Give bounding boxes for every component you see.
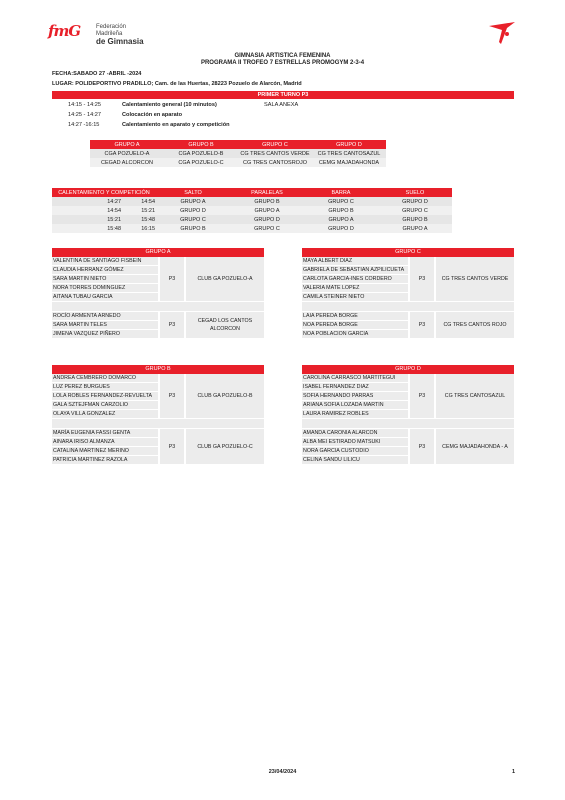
federation-logo	[48, 22, 148, 44]
logo-text: Federación Madrileña de Gimnasia	[96, 24, 144, 46]
club-label: CG TRES CANTOS ROJO	[436, 312, 514, 338]
gymnast-name: OLAYA VILLA GONZALEZ	[52, 410, 158, 419]
gymnast-name: LUZ PEREZ BURGUES	[52, 383, 158, 392]
table-row: CEGAD ALCORCON CGA POZUELO-C CG TRES CANTOSROJO CEMG MAJADAHONDA	[90, 158, 386, 167]
subgroup	[52, 312, 264, 339]
divider	[302, 419, 514, 429]
date-line: FECHA:SABADO 27 -ABRIL -2024	[52, 71, 142, 77]
gymnast-name: VALENTINA DE SANTIAGO FISBEIN	[52, 257, 158, 266]
gymnast-name: ISABEL FERNANDEZ DIAZ	[302, 383, 408, 392]
gymnast-name: SARA MARTIN NIETO	[52, 275, 158, 284]
turn-label: P3	[160, 429, 184, 464]
gymnast-name: MARÍA EUGENIA FASSI GENTA	[52, 429, 158, 438]
subgroup	[52, 374, 264, 419]
club-label: CLUB GA POZUELO-A	[186, 257, 264, 301]
group-title: GRUPO A	[52, 248, 264, 257]
gymnast-name: LOLA ROBLES FERNANDEZ-REVUELTA	[52, 392, 158, 401]
footer-date: 23/04/2024	[268, 769, 297, 775]
subgroup	[52, 257, 264, 302]
gymnast-name: GABRIELA DE SEBASTIAN AZPILICUETA	[302, 266, 408, 275]
gymnast-name: GALA SZTEJFMAN CARZOLIO	[52, 401, 158, 410]
club-label: CLUB GA POZUELO-B	[186, 374, 264, 418]
schedule-row: 14:27 -16:15 Calentamiento en aparato y competición	[68, 122, 230, 128]
gymnast-name: ANDREA CEMBRERO DOMARCO	[52, 374, 158, 383]
divider	[52, 302, 264, 312]
gymnast-name: NOA POBLACION GARCIA	[302, 330, 408, 339]
gymnast-name: ALBA MEI ESTIRADO MATSUKI	[302, 438, 408, 447]
gymnast-name: SARA MARTIN TELES	[52, 321, 158, 330]
gymnast-name: SOFIA HERNANDO PARRAS	[302, 392, 408, 401]
turn-label: P3	[410, 429, 434, 464]
divider	[302, 302, 514, 312]
page-number: 1	[512, 769, 516, 775]
club-label: CEMG MAJADAHONDA - A	[436, 429, 514, 464]
table-row: 15:21 15:48 GRUPO C GRUPO D GRUPO A GRUPO B	[52, 215, 452, 224]
gymnast-name: MAYA ALBERT DIAZ	[302, 257, 408, 266]
turn-label: P3	[160, 257, 184, 301]
club-label: CLUB GA POZUELO-C	[186, 429, 264, 464]
gymnast-name: CAROLINA CARRASCO MARTITEGUI	[302, 374, 408, 383]
gymnast-name: AITANA TUBAU GARCIA	[52, 293, 158, 302]
session-banner: PRIMER TURNO P3	[52, 91, 514, 99]
group-title: GRUPO C	[302, 248, 514, 257]
gymnast-name: LAIA PEREDA BORGE	[302, 312, 408, 321]
table-row: CGA POZUELO-A CGA POZUELO-B CG TRES CANTOS VERDE CG TRES CANTOSAZUL	[90, 149, 386, 158]
table-row: 15:48 16:15 GRUPO B GRUPO C GRUPO D GRUPO A	[52, 224, 452, 233]
table-row: 14:54 15:21 GRUPO D GRUPO A GRUPO B GRUPO C	[52, 206, 452, 215]
subgroup	[52, 429, 264, 465]
subgroup	[302, 429, 514, 465]
club-label: CG TRES CANTOSAZUL	[436, 374, 514, 418]
schedule-row: 14:15 - 14:25 Calentamiento general (10 minutos) SALA ANEXA	[68, 102, 299, 108]
rotation-table	[52, 188, 452, 233]
gymnast-name: AMANDA CARONIA ALARCON	[302, 429, 408, 438]
divider	[52, 419, 264, 429]
group-block-d	[302, 365, 514, 465]
gymnast-name: CATALINA MARTINEZ MERINO	[52, 447, 158, 456]
turn-label: P3	[410, 374, 434, 418]
gymnast-name: CAMILA STEINER NIETO	[302, 293, 408, 302]
gymnast-icon	[487, 20, 517, 46]
gymnast-name: CARLOTA GARCIA-INES CORDERO	[302, 275, 408, 284]
gymnast-name: NORA TORRES DOMINGUEZ	[52, 284, 158, 293]
club-label: CEGAD LOS CANTOS ALCORCON	[186, 312, 264, 338]
turn-label: P3	[160, 312, 184, 338]
turn-label: P3	[410, 312, 434, 338]
gymnast-name: AINARA IRISO ALMANZA	[52, 438, 158, 447]
group-title: GRUPO D	[302, 365, 514, 374]
subgroup	[302, 257, 514, 302]
gymnast-name: ARIANA SOFIA LOZADA MARTIN	[302, 401, 408, 410]
doc-title: GIMNASIA ARTISTICA FEMENINA PROGRAMA II TROFEO 7 ESTRELLAS PROMOGYM 2-3-4	[200, 53, 365, 66]
logo-mark: fmG	[48, 22, 81, 40]
table-header-row: CALENTAMIENTO Y COMPETICIÓN SALTO PARALELAS BARRA SUELO	[52, 188, 452, 197]
table-row: 14:27 14:54 GRUPO A GRUPO B GRUPO C GRUPO D	[52, 197, 452, 206]
group-block-a	[52, 248, 264, 339]
subgroup	[302, 374, 514, 419]
turn-label: P3	[160, 374, 184, 418]
group-block-c	[302, 248, 514, 339]
gymnast-name: PATRICIA MARTINEZ RAZOLA	[52, 456, 158, 465]
gymnast-name: CLAUDIA HERRANZ GÓMEZ	[52, 266, 158, 275]
gymnast-name: ROCÍO ARMENTA ARNEDO	[52, 312, 158, 321]
group-title: GRUPO B	[52, 365, 264, 374]
gymnast-name: VALERIA MATE LOPEZ	[302, 284, 408, 293]
subgroup	[302, 312, 514, 339]
group-block-b	[52, 365, 264, 465]
venue-line: LUGAR: POLIDEPORTIVO PRADILLO; Cam. de las Huertas, 28223 Pozuelo de Alarcón, Madrid	[52, 81, 302, 87]
gymnast-name: NORA GARCIA CUSTODIO	[302, 447, 408, 456]
club-label: CG TRES CANTOS VERDE	[436, 257, 514, 301]
gymnast-name: JIMENA VAZQUEZ PIÑERO	[52, 330, 158, 339]
gymnast-name: CELINA SANDU LILICU	[302, 456, 408, 465]
gymnast-name: NOA PEREDA BORGE	[302, 321, 408, 330]
table-header-row: GRUPO A GRUPO B GRUPO C GRUPO D	[90, 140, 386, 149]
turn-label: P3	[410, 257, 434, 301]
groups-table	[90, 140, 386, 167]
gymnast-name: LAURA RAMIREZ ROBLES	[302, 410, 408, 419]
schedule-row: 14:25 - 14:27 Colocación en aparato	[68, 112, 182, 118]
